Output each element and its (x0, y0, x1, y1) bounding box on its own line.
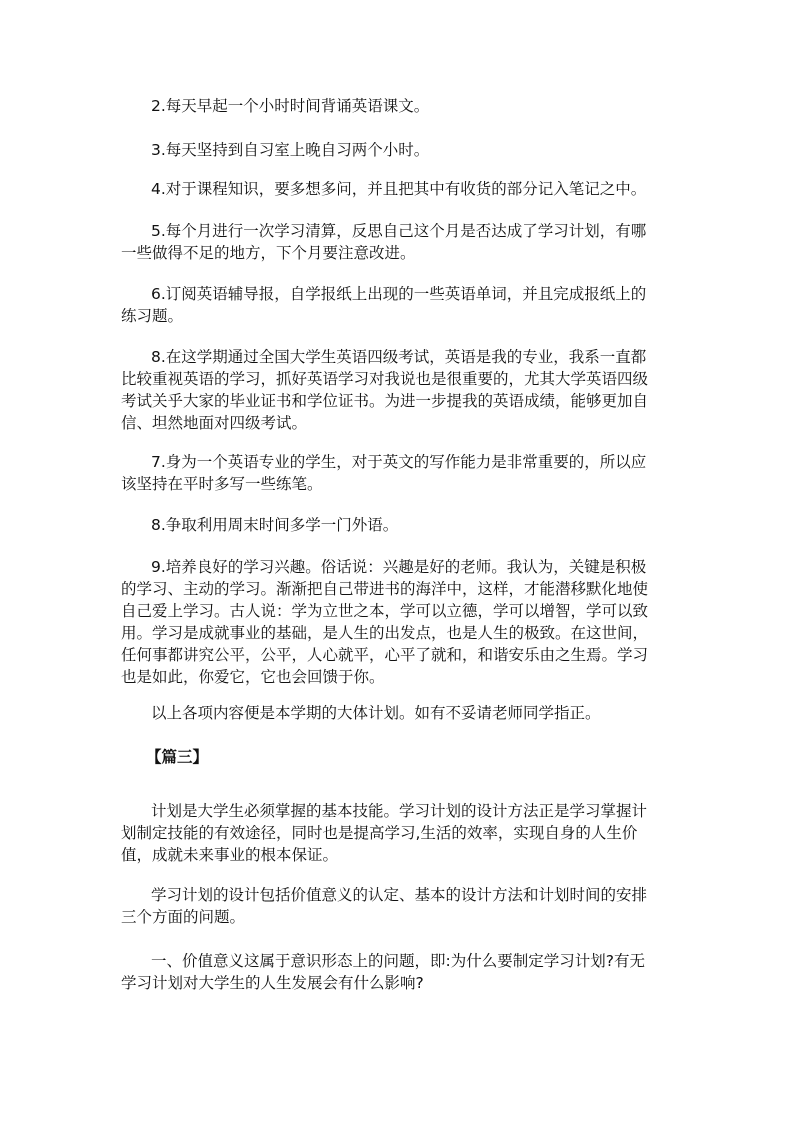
section-paragraph-3: 一、价值意义这属于意识形态上的问题，即:为什么要制定学习计划?有无学习计划对大学生的人生发展会有什么影响? (121, 952, 645, 992)
paragraph-item-8b: 8.争取利用周末时间多学一门外语。 (151, 516, 399, 534)
paragraph-item-4: 4.对于课程知识，要多想多问，并且把其中有收货的部分记入笔记之中。 (151, 180, 647, 198)
paragraph-summary: 以上各项内容便是本学期的大体计划。如有不妥请老师同学指正。 (151, 704, 601, 722)
section-heading: 【篇三】 (146, 748, 209, 766)
section-paragraph-1: 计划是大学生必须掌握的基本技能。学习计划的设计方法正是学习掌握计划制定技能的有效途径，同时也是提高学习,生活的效率，实现自身的人生价值，成就未来事业的根本保证。 (121, 802, 648, 864)
paragraph-item-7: 7.身为一个英语专业的学生，对于英文的写作能力是非常重要的，所以应该坚持在平时多写一些练笔。 (121, 453, 647, 493)
paragraph-item-2: 2.每天早起一个小时时间背诵英语课文。 (151, 97, 430, 115)
section-paragraph-2: 学习计划的设计包括价值意义的认定、基本的设计方法和计划时间的安排三个方面的问题。 (121, 886, 648, 926)
paragraph-item-9: 9.培养良好的学习兴趣。俗话说：兴趣是好的老师。我认为，关键是积极的学习、主动的学习。渐渐把自己带进书的海洋中，这样，才能潜移默化地使自己爱上学习。古人说：学为立世之本，学可以立德，学可以增智，学可以致用。学习是成就事业的基础，是人生的出发点，也是人生的极致。在这世间，任何事都讲究公平，公平，人心就平，心平了就和，和谐安乐由之生焉。学习也是如此，你爱它，它也会回馈于你。 (121, 558, 649, 686)
paragraph-item-8a: 8.在这学期通过全国大学生英语四级考试，英语是我的专业，我系一直都比较重视英语的学习，抓好英语学习对我说也是很重要的，尤其大学英语四级考试关乎大家的毕业证书和学位证书。为进一步提我的英语成绩，能够更加自信、坦然地面对四级考试。 (121, 348, 649, 432)
paragraph-item-6: 6.订阅英语辅导报，自学报纸上出现的一些英语单词，并且完成报纸上的练习题。 (121, 285, 647, 325)
paragraph-item-3: 3.每天坚持到自习室上晚自习两个小时。 (151, 141, 430, 159)
paragraph-item-5: 5.每个月进行一次学习清算，反思自己这个月是否达成了学习计划，有哪一些做得不足的地方，下个月要注意改进。 (121, 222, 647, 262)
